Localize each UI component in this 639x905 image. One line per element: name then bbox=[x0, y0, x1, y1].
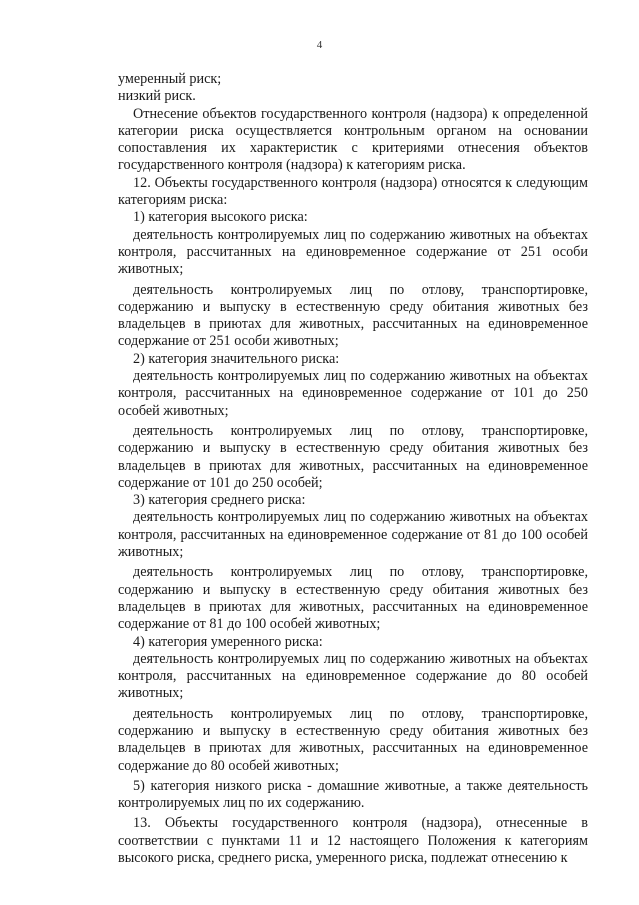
category-significant-risk-heading: 2) категория значительного риска: bbox=[133, 350, 340, 367]
page-number: 4 bbox=[316, 39, 323, 51]
list-item-low-risk: низкий риск. bbox=[118, 88, 196, 105]
moderate-risk-capture: деятельность контролируемых лиц по отлову, транспортировке, содержанию и выпуску в естественную среду обитания животных без владельцев в приютах для животных, рассчитанных на единовременное содержание до 80 особей животных; bbox=[118, 705, 588, 774]
category-medium-risk-heading: 3) категория среднего риска: bbox=[133, 492, 306, 509]
paragraph-clause-12: 12. Объекты государственного контроля (надзора) относятся к следующим категориям риска: bbox=[118, 174, 588, 209]
high-risk-keeping: деятельность контролируемых лиц по содержанию животных на объектах контроля, рассчитанных на единовременное содержание от 251 особи животных; bbox=[118, 226, 588, 278]
significant-risk-keeping: деятельность контролируемых лиц по содержанию животных на объектах контроля, рассчитанных на единовременное содержание от 101 до 250 особей животных; bbox=[118, 368, 588, 419]
medium-risk-keeping: деятельность контролируемых лиц по содержанию животных на объектах контроля, рассчитанных на единовременное содержание от 81 до 100 особей животных; bbox=[118, 509, 588, 561]
high-risk-capture: деятельность контролируемых лиц по отлову, транспортировке, содержанию и выпуску в естественную среду обитания животных без владельцев в приютах для животных, рассчитанных на единовременное содержание от 251 особи животных; bbox=[118, 281, 588, 350]
category-moderate-risk-heading: 4) категория умеренного риска: bbox=[133, 633, 323, 650]
medium-risk-capture: деятельность контролируемых лиц по отлову, транспортировке, содержанию и выпуску в естественную среду обитания животных без владельцев в приютах для животных, рассчитанных на единовременное содержание от 81 до 100 особей животных; bbox=[118, 564, 588, 633]
category-high-risk-heading: 1) категория высокого риска: bbox=[133, 209, 308, 226]
significant-risk-capture: деятельность контролируемых лиц по отлову, транспортировке, содержанию и выпуску в естественную среду обитания животных без владельцев в приютах для животных, рассчитанных на единовременное содержание от 101 до 250 особей; bbox=[118, 422, 588, 491]
document-body bbox=[118, 71, 588, 867]
paragraph-clause-13: 13. Объекты государственного контроля (надзора), отнесенные в соответствии с пунктами 11 и 12 настоящего Положения к категориям высокого риска, среднего риска, умеренного риска, подлежат отнесению к bbox=[118, 815, 588, 867]
moderate-risk-keeping: деятельность контролируемых лиц по содержанию животных на объектах контроля, рассчитанных на единовременное содержание до 80 особей животных; bbox=[118, 650, 588, 702]
list-item-moderate-risk: умеренный риск; bbox=[118, 71, 222, 87]
category-low-risk: 5) категория низкого риска - домашние животные, а также деятельность контролируемых лиц по их содержанию. bbox=[118, 777, 588, 812]
paragraph-risk-assignment: Отнесение объектов государственного контроля (надзора) к определенной категории риска осуществляется контрольным органом на основании сопоставления их характеристик с критериями отнесения объектов государственного контроля (надзора) к категориям риска. bbox=[118, 105, 588, 174]
